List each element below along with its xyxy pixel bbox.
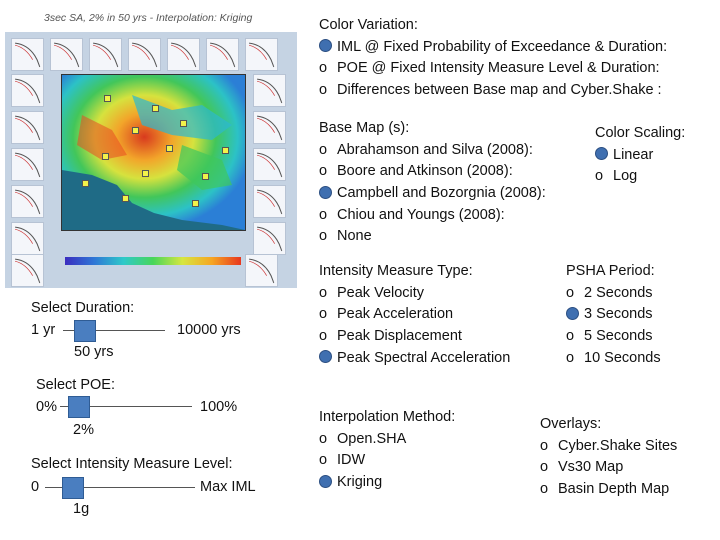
site-marker-icon[interactable]	[104, 95, 111, 102]
site-marker-icon[interactable]	[142, 170, 149, 177]
color-scaling-option[interactable]	[595, 145, 685, 167]
overlays-heading: Overlays:	[540, 416, 602, 432]
base-map-option-label: Abrahamson and Silva (2008):	[337, 141, 533, 158]
site-marker-icon[interactable]	[222, 147, 229, 154]
hazard-curve-thumbnail[interactable]	[253, 185, 286, 218]
interpolation-heading: Interpolation Method:	[319, 409, 456, 425]
site-marker-icon[interactable]	[102, 153, 109, 160]
psha-period-group	[566, 261, 661, 369]
iml-max-label: Max IML	[200, 479, 256, 495]
radio-bullet[interactable]: o	[319, 60, 328, 77]
color-variation-group	[319, 15, 667, 102]
hazard-curve-thumbnail[interactable]	[50, 38, 83, 71]
color-scaling-options	[595, 145, 685, 188]
duration-min-label: 1 yr	[31, 322, 56, 338]
radio-bullet[interactable]: o	[319, 228, 328, 245]
base-map-options	[319, 140, 546, 248]
color-scale-bar	[65, 257, 241, 265]
psha-period-option[interactable]	[566, 326, 661, 348]
intensity-measure-type-options	[319, 283, 510, 370]
overlay-option[interactable]	[540, 436, 677, 458]
heatmap-graphic	[62, 75, 245, 230]
radio-selected-icon[interactable]	[319, 472, 333, 494]
base-map-option[interactable]	[319, 183, 546, 205]
hazard-curve-thumbnail[interactable]	[128, 38, 161, 71]
radio-bullet[interactable]: o	[319, 430, 328, 447]
interpolation-option-label: IDW	[337, 452, 366, 469]
interpolation-option-label: Kriging	[337, 474, 383, 491]
base-map-option-label: None	[337, 228, 372, 245]
site-marker-icon[interactable]	[180, 120, 187, 127]
selected-dot-icon	[319, 350, 332, 363]
hazard-curve-thumbnail[interactable]	[206, 38, 239, 71]
map-title: 3sec SA, 2% in 50 yrs - Interpolation: Kriging	[44, 12, 253, 24]
base-map-option-label: Campbell and Bozorgnia (2008):	[337, 185, 546, 202]
radio-bullet[interactable]: o	[540, 437, 549, 454]
psha-period-option[interactable]	[566, 304, 661, 326]
color-variation-option-label: IML @ Fixed Probability of Exceedance & Duration:	[337, 38, 668, 55]
hazard-curve-thumbnail[interactable]	[11, 185, 44, 218]
intensity-measure-type-option[interactable]	[319, 348, 510, 370]
psha-period-option-label: 3 Seconds	[584, 306, 653, 323]
poe-min-label: 0%	[36, 399, 57, 415]
hazard-curve-thumbnail[interactable]	[167, 38, 200, 71]
radio-selected-icon[interactable]	[319, 37, 333, 59]
base-map-option[interactable]	[319, 140, 546, 162]
radio-bullet[interactable]: o	[319, 206, 328, 223]
duration-slider-thumb[interactable]	[74, 320, 96, 342]
psha-period-options	[566, 283, 661, 370]
psha-period-option[interactable]	[566, 283, 661, 305]
radio-bullet[interactable]: o	[319, 284, 328, 301]
interpolation-option[interactable]	[319, 429, 455, 451]
color-variation-options	[319, 37, 667, 102]
site-marker-icon[interactable]	[202, 173, 209, 180]
psha-period-option-label: 5 Seconds	[584, 328, 653, 345]
radio-bullet[interactable]: o	[319, 163, 328, 180]
base-map-option-label: Chiou and Youngs (2008):	[337, 206, 505, 223]
poe-max-label: 100%	[200, 399, 238, 415]
radio-bullet[interactable]: o	[319, 141, 328, 158]
hazard-curve-thumbnail[interactable]	[11, 74, 44, 107]
iml-min-label: 0	[31, 479, 40, 495]
base-map-heading: Base Map (s):	[319, 120, 410, 136]
color-variation-option[interactable]	[319, 58, 667, 80]
intensity-measure-type-group	[319, 261, 510, 369]
psha-period-option[interactable]	[566, 348, 661, 370]
base-map-option[interactable]	[319, 226, 546, 248]
radio-selected-icon[interactable]	[595, 145, 609, 167]
overlay-option-label: Basin Depth Map	[558, 481, 670, 498]
color-variation-heading: Color Variation:	[319, 17, 418, 33]
base-map-option[interactable]	[319, 205, 546, 227]
color-variation-option[interactable]	[319, 37, 667, 59]
radio-bullet[interactable]: o	[540, 459, 549, 476]
intensity-measure-type-heading: Intensity Measure Type:	[319, 263, 473, 279]
color-variation-option-label: Differences between Base map and Cyber.Shake :	[337, 82, 662, 99]
color-variation-option-label: POE @ Fixed Intensity Measure Level & Duration:	[337, 60, 660, 77]
intensity-measure-type-option[interactable]	[319, 304, 510, 326]
intensity-measure-type-option-label: Peak Acceleration	[337, 306, 454, 323]
selected-dot-icon	[595, 147, 608, 160]
interpolation-option[interactable]	[319, 472, 455, 494]
overlay-option[interactable]	[540, 457, 677, 479]
intensity-measure-type-option-label: Peak Spectral Acceleration	[337, 349, 511, 366]
interpolation-options	[319, 429, 455, 494]
selected-dot-icon	[319, 186, 332, 199]
hazard-curve-thumbnail[interactable]	[253, 111, 286, 144]
radio-selected-icon[interactable]	[566, 304, 580, 326]
radio-bullet[interactable]: o	[319, 306, 328, 323]
radio-bullet[interactable]: o	[595, 168, 604, 185]
radio-bullet[interactable]: o	[319, 452, 328, 469]
poe-slider-thumb[interactable]	[68, 396, 90, 418]
hazard-curve-thumbnail[interactable]	[245, 38, 278, 71]
iml-heading: Select Intensity Measure Level:	[31, 456, 233, 472]
duration-max-label: 10000 yrs	[177, 322, 241, 338]
psha-period-option-label: 10 Seconds	[584, 349, 661, 366]
intensity-measure-type-option-label: Peak Velocity	[337, 284, 425, 301]
radio-bullet[interactable]: o	[540, 481, 549, 498]
hazard-curve-thumbnail[interactable]	[11, 254, 44, 287]
radio-bullet[interactable]: o	[319, 328, 328, 345]
radio-bullet[interactable]: o	[566, 349, 575, 366]
psha-period-option-label: 2 Seconds	[584, 284, 653, 301]
overlay-option-label: Cyber.Shake Sites	[558, 437, 678, 454]
hazard-curve-thumbnail[interactable]	[253, 148, 286, 181]
site-marker-icon[interactable]	[166, 145, 173, 152]
interpolation-group	[319, 407, 455, 494]
duration-heading: Select Duration:	[31, 300, 135, 316]
base-map-option-label: Boore and Atkinson (2008):	[337, 163, 513, 180]
site-marker-icon[interactable]	[132, 127, 139, 134]
color-scaling-option-label: Log	[613, 168, 638, 185]
iml-slider-thumb[interactable]	[62, 477, 84, 499]
site-marker-icon[interactable]	[82, 180, 89, 187]
color-variation-option[interactable]	[319, 80, 667, 102]
radio-bullet[interactable]: o	[319, 82, 328, 99]
duration-value-label: 50 yrs	[74, 344, 114, 360]
radio-bullet[interactable]: o	[566, 284, 575, 301]
base-map-option[interactable]	[319, 161, 546, 183]
radio-bullet[interactable]: o	[566, 328, 575, 345]
selected-dot-icon	[319, 475, 332, 488]
site-marker-icon[interactable]	[122, 195, 129, 202]
interpolation-option[interactable]	[319, 450, 455, 472]
color-scaling-option[interactable]	[595, 166, 685, 188]
hazard-curve-thumbnail[interactable]	[11, 222, 44, 255]
intensity-measure-type-option[interactable]	[319, 283, 510, 305]
selected-dot-icon	[319, 39, 332, 52]
overlays-group	[540, 414, 677, 501]
interpolation-option-label: Open.SHA	[337, 430, 407, 447]
psha-period-heading: PSHA Period:	[566, 263, 655, 279]
poe-heading: Select POE:	[36, 377, 115, 393]
hazard-curve-thumbnail[interactable]	[253, 222, 286, 255]
poe-value-label: 2%	[73, 422, 94, 438]
site-marker-icon[interactable]	[152, 105, 159, 112]
color-scaling-heading: Color Scaling:	[595, 125, 686, 141]
hazard-curve-thumbnail[interactable]	[11, 111, 44, 144]
hazard-curve-thumbnail[interactable]	[89, 38, 122, 71]
site-marker-icon[interactable]	[192, 200, 199, 207]
radio-selected-icon[interactable]	[319, 183, 333, 205]
hazard-map-panel	[5, 32, 297, 288]
color-scaling-group	[595, 123, 685, 188]
base-map-group	[319, 118, 546, 248]
hazard-heatmap[interactable]	[61, 74, 246, 231]
hazard-curve-thumbnail[interactable]	[11, 38, 44, 71]
hazard-curve-thumbnail[interactable]	[245, 254, 278, 287]
intensity-measure-type-option[interactable]	[319, 326, 510, 348]
hazard-curve-thumbnail[interactable]	[11, 148, 44, 181]
hazard-curve-thumbnail[interactable]	[253, 74, 286, 107]
radio-selected-icon[interactable]	[319, 348, 333, 370]
iml-value-label: 1g	[73, 501, 90, 517]
intensity-measure-type-option-label: Peak Displacement	[337, 328, 462, 345]
overlays-options	[540, 436, 677, 501]
color-scaling-option-label: Linear	[613, 146, 654, 163]
overlay-option-label: Vs30 Map	[558, 459, 624, 476]
selected-dot-icon	[566, 307, 579, 320]
overlay-option[interactable]	[540, 479, 677, 501]
